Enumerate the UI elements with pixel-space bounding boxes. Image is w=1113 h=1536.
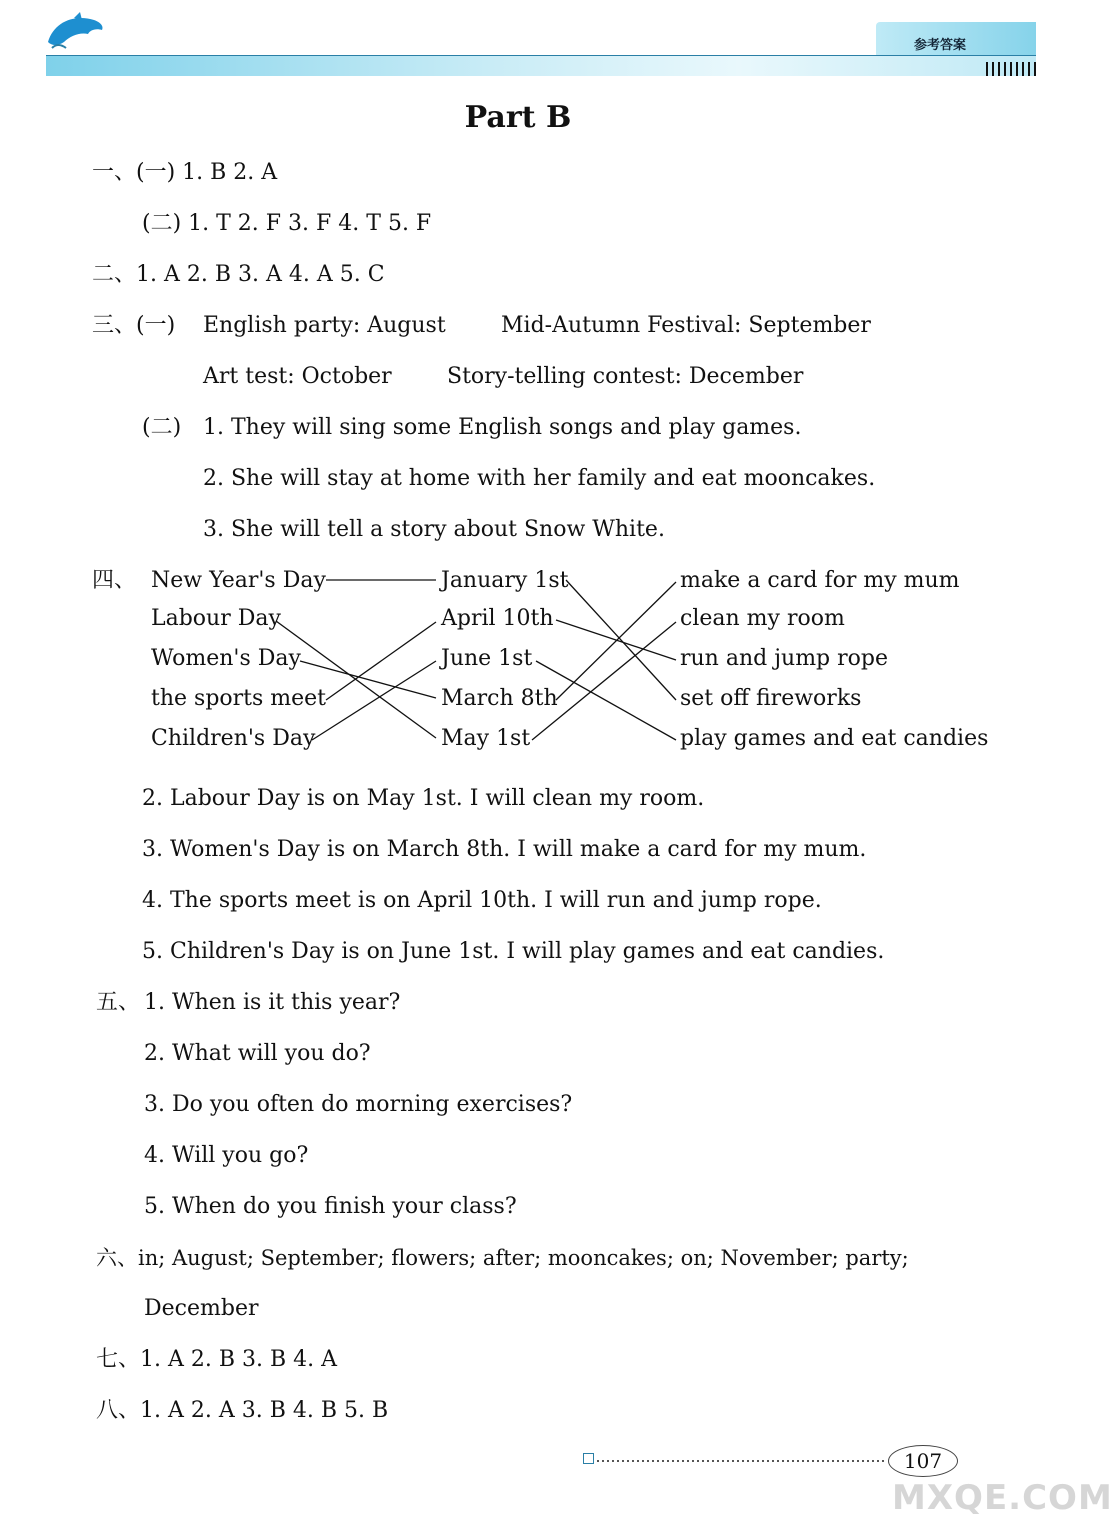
section-4-sentence: 4. The sports meet is on April 10th. I will run and jump rope. <box>142 888 822 913</box>
footer-dotted-rule <box>597 1460 887 1462</box>
section-3-row-1-col-2: Mid-Autumn Festival: September <box>501 313 871 338</box>
match-line <box>532 622 676 740</box>
match-line <box>312 661 436 740</box>
section-3-row-2-col-1: Art test: October <box>203 364 392 389</box>
holiday-item: Labour Day <box>151 606 281 631</box>
activity-item: set off fireworks <box>680 686 862 711</box>
section-4-sentence: 5. Children's Day is on June 1st. I will play games and eat candies. <box>142 939 885 964</box>
holiday-item: Women's Day <box>151 646 301 671</box>
section-5-item: 2. What will you do? <box>144 1041 371 1066</box>
holiday-item: Children's Day <box>151 726 316 751</box>
section-3-answer-3: 3. She will tell a story about Snow White. <box>203 517 665 542</box>
holiday-item: New Year's Day <box>151 568 326 593</box>
section-3-row-2-col-2: Story-telling contest: December <box>447 364 804 389</box>
section-5-item: 1. When is it this year? <box>144 990 401 1015</box>
activity-item: clean my room <box>680 606 845 631</box>
page-number: 107 <box>888 1445 958 1477</box>
date-item: April 10th <box>441 606 554 631</box>
section-5-item: 5. When do you finish your class? <box>144 1194 517 1219</box>
section-3-sub-2-label: (二) <box>142 415 182 440</box>
section-8-line-1: 八、1. A 2. A 3. B 4. B 5. B <box>96 1398 389 1423</box>
activity-item: make a card for my mum <box>680 568 960 593</box>
match-line <box>556 582 676 700</box>
section-7-line-1: 七、1. A 2. B 3. B 4. A <box>96 1347 338 1372</box>
activity-item: run and jump rope <box>680 646 889 671</box>
activity-item: play games and eat candies <box>680 726 989 751</box>
date-item: May 1st <box>441 726 531 751</box>
section-6-line-2: December <box>144 1296 259 1321</box>
section-1-line-2: (二) 1. T 2. F 3. F 4. T 5. F <box>142 211 432 236</box>
holiday-item: the sports meet <box>151 686 327 711</box>
section-4-sentence: 3. Women's Day is on March 8th. I will make a card for my mum. <box>142 837 867 862</box>
match-line <box>300 661 436 698</box>
section-2-line-1: 二、1. A 2. B 3. A 4. A 5. C <box>92 262 385 287</box>
header-tab-text: 参考答案 <box>914 38 967 53</box>
footer-square-icon <box>583 1453 594 1464</box>
section-5-label: 五、 <box>96 990 141 1015</box>
section-4-sentence: 2. Labour Day is on May 1st. I will clean my room. <box>142 786 705 811</box>
match-line <box>536 661 676 740</box>
match-line <box>556 620 676 660</box>
page-title: Part B <box>464 100 572 135</box>
section-5-item: 4. Will you go? <box>144 1143 309 1168</box>
section-1-line-1: 一、(一) 1. B 2. A <box>92 160 278 185</box>
date-item: June 1st <box>441 646 533 671</box>
section-4-label: 四、 <box>92 568 137 593</box>
matching-lines <box>0 0 1057 800</box>
section-3-label: 三、(一) <box>92 313 176 338</box>
section-3-row-1-col-1: English party: August <box>203 313 446 338</box>
date-item: March 8th <box>441 686 558 711</box>
match-line <box>326 622 436 700</box>
section-6-line-1: 六、in; August; September; flowers; after; mooncakes; on; November; party; <box>96 1246 909 1270</box>
section-5-item: 3. Do you often do morning exercises? <box>144 1092 573 1117</box>
section-3-answer-1: 1. They will sing some English songs and play games. <box>203 415 802 440</box>
section-3-answer-2: 2. She will stay at home with her family and eat mooncakes. <box>203 466 876 491</box>
watermark: MXQE.COM <box>892 1478 1113 1518</box>
date-item: January 1st <box>441 568 569 593</box>
